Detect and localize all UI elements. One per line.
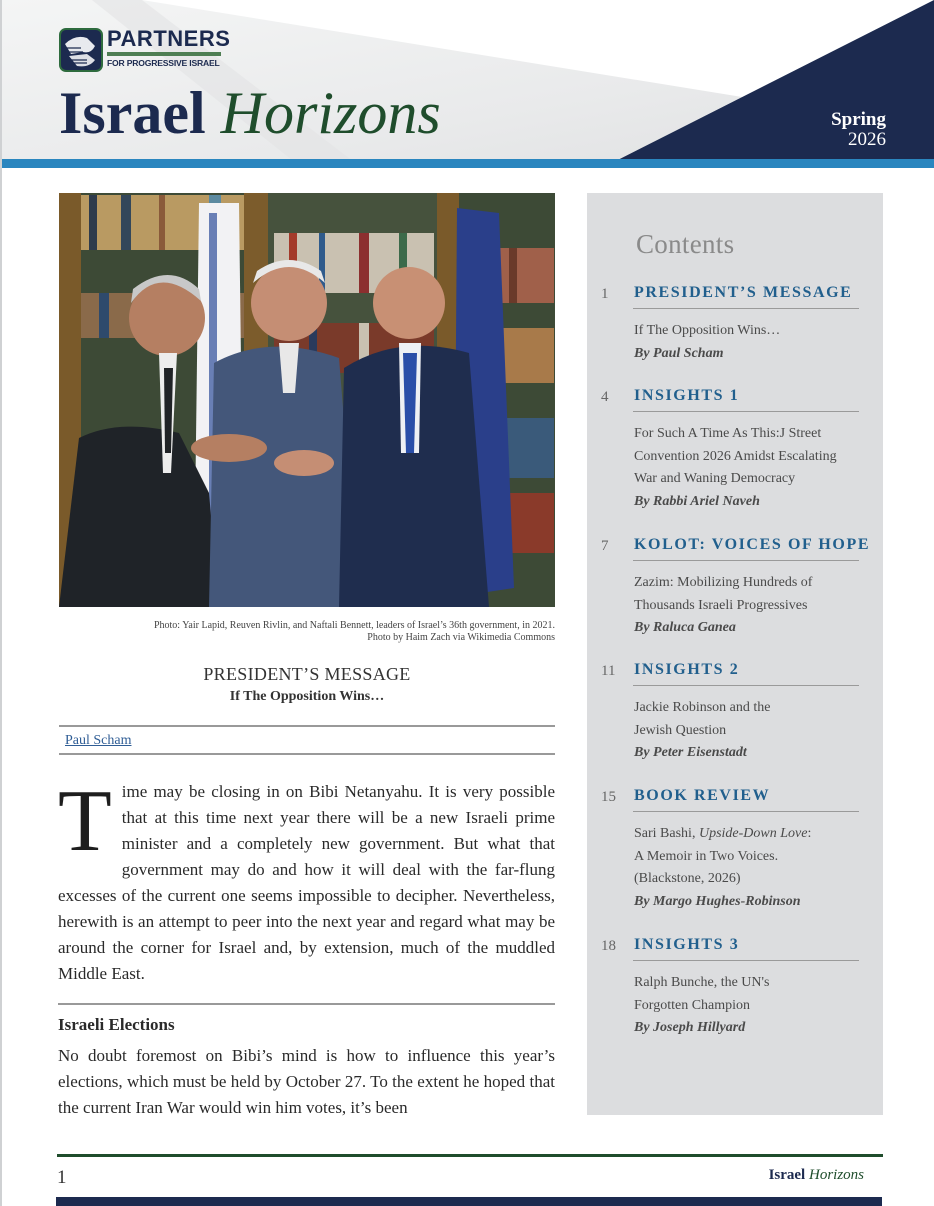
toc-byline: By Margo Hughes-Robinson bbox=[634, 894, 801, 910]
title-horizons: Horizons bbox=[220, 80, 441, 146]
issue-season: Spring bbox=[831, 109, 886, 130]
toc-page-number: 7 bbox=[601, 538, 609, 554]
toc-article-title: Jackie Robinson and the bbox=[634, 700, 771, 715]
toc-description bbox=[634, 423, 864, 514]
drop-cap: T bbox=[58, 773, 112, 870]
section-subhead: Israeli Elections bbox=[58, 1015, 175, 1034]
toc-article-title: Ralph Bunche, the UN's bbox=[634, 975, 770, 990]
contents-sidebar bbox=[587, 193, 883, 1115]
toc-byline: By Peter Eisenstadt bbox=[634, 745, 747, 761]
footer-rule bbox=[57, 1154, 883, 1157]
toc-article-title: Zazim: Mobilizing Hundreds of bbox=[634, 575, 813, 590]
toc-section-title[interactable]: PRESIDENT’S MESSAGE bbox=[634, 284, 853, 301]
publication-title bbox=[59, 78, 441, 148]
toc-divider bbox=[633, 560, 859, 561]
photo-caption bbox=[59, 620, 555, 644]
hands-logo-icon bbox=[59, 28, 103, 72]
toc-page-number: 15 bbox=[601, 789, 616, 805]
article-title: If The Opposition Wins… bbox=[229, 689, 385, 704]
caption-line-1: Photo: Yair Lapid, Reuven Rivlin, and Naftali Bennett, leaders of Israel’s 36th government, in 2021. bbox=[153, 620, 555, 631]
toc-article-title: Convention 2026 Amidst Escalating bbox=[634, 448, 837, 464]
book-title: Upside-Down Love bbox=[698, 826, 808, 841]
toc-description bbox=[634, 572, 864, 640]
toc-section-title[interactable]: BOOK REVIEW bbox=[634, 787, 771, 804]
title-israel: Israel bbox=[59, 80, 206, 146]
author-link[interactable]: Paul Scham bbox=[65, 733, 132, 748]
page-edge bbox=[0, 0, 2, 1206]
footer-brand-israel: Israel bbox=[768, 1167, 806, 1183]
toc-byline: By Joseph Hillyard bbox=[634, 1020, 746, 1036]
contents-heading: Contents bbox=[636, 229, 735, 259]
toc-section-title[interactable]: INSIGHTS 1 bbox=[634, 387, 740, 404]
article-section-label: PRESIDENT’S MESSAGE bbox=[203, 664, 411, 684]
issue-year: 2026 bbox=[848, 129, 886, 150]
book-author: Sari Bashi, bbox=[634, 826, 699, 841]
lead-text: ime may be closing in on Bibi Netanyahu. It is very possible that at this time next year there will be a new Israeli prime minister and a completely new government. But what that government may do and how it will deal with the far-flung excesses of the current one seems impossible to decipher. Nevertheless, herewith is an attempt to peer into the next year and regard what may be around the corner for Israel and, by extension, much of the muddled Middle East. bbox=[58, 782, 555, 983]
toc-byline: By Raluca Ganea bbox=[634, 620, 736, 636]
footer-brand-horizons: Horizons bbox=[808, 1167, 864, 1183]
toc-divider bbox=[633, 960, 859, 961]
logo-divider bbox=[107, 52, 221, 56]
header-band bbox=[2, 159, 934, 168]
masthead bbox=[2, 0, 934, 168]
toc-page-number: 1 bbox=[601, 286, 609, 302]
footer-band bbox=[56, 1197, 882, 1206]
body-paragraph: No doubt foremost on Bibi’s mind is how to influence this year’s elections, which must be held by October 27. To the extent he hoped that the current Iran War would win him votes, it’s been bbox=[58, 1046, 555, 1117]
toc-description bbox=[634, 972, 864, 1040]
toc-section-title[interactable]: KOLOT: VOICES OF HOPE bbox=[634, 536, 871, 553]
article-photo bbox=[59, 193, 555, 607]
toc-section-title[interactable]: INSIGHTS 3 bbox=[634, 936, 740, 953]
toc-article-title bbox=[634, 823, 864, 846]
toc-description bbox=[634, 823, 864, 914]
toc-divider bbox=[633, 411, 859, 412]
toc-description bbox=[634, 697, 864, 765]
toc-article-title: Thousands Israeli Progressives bbox=[634, 597, 808, 613]
caption-credit: Photo by Haim Zach via Wikimedia Commons bbox=[367, 632, 555, 643]
toc-page-number: 18 bbox=[601, 938, 616, 954]
toc-page-number: 11 bbox=[601, 663, 616, 679]
toc-article-title: If The Opposition Wins… bbox=[634, 323, 781, 338]
toc-section-title[interactable]: INSIGHTS 2 bbox=[634, 661, 740, 678]
toc-divider bbox=[633, 811, 859, 812]
partners-logo bbox=[59, 26, 231, 74]
issue-date bbox=[831, 110, 886, 150]
toc-article-title: (Blackstone, 2026) bbox=[634, 871, 741, 887]
author-box bbox=[59, 725, 555, 755]
section-divider bbox=[58, 1003, 555, 1005]
page-number: 1 bbox=[57, 1167, 67, 1188]
toc-divider bbox=[633, 308, 859, 309]
toc-byline: By Rabbi Ariel Naveh bbox=[634, 494, 760, 510]
footer-brand bbox=[769, 1167, 864, 1184]
toc-article-title: A Memoir in Two Voices. bbox=[634, 848, 779, 864]
org-tagline: FOR PROGRESSIVE ISRAEL bbox=[107, 58, 220, 68]
lead-paragraph bbox=[58, 773, 555, 987]
toc-description bbox=[634, 320, 864, 365]
toc-divider bbox=[633, 685, 859, 686]
toc-article-title: Jewish Question bbox=[634, 722, 727, 738]
org-name: PARTNERS bbox=[107, 26, 231, 51]
toc-page-number: 4 bbox=[601, 389, 609, 405]
toc-article-title: For Such A Time As This:J Street bbox=[634, 426, 822, 441]
punctuation: : bbox=[807, 826, 812, 841]
toc-byline: By Paul Scham bbox=[634, 345, 724, 361]
toc-article-title: Forgotten Champion bbox=[634, 997, 751, 1013]
toc-article-title: War and Waning Democracy bbox=[634, 471, 796, 487]
